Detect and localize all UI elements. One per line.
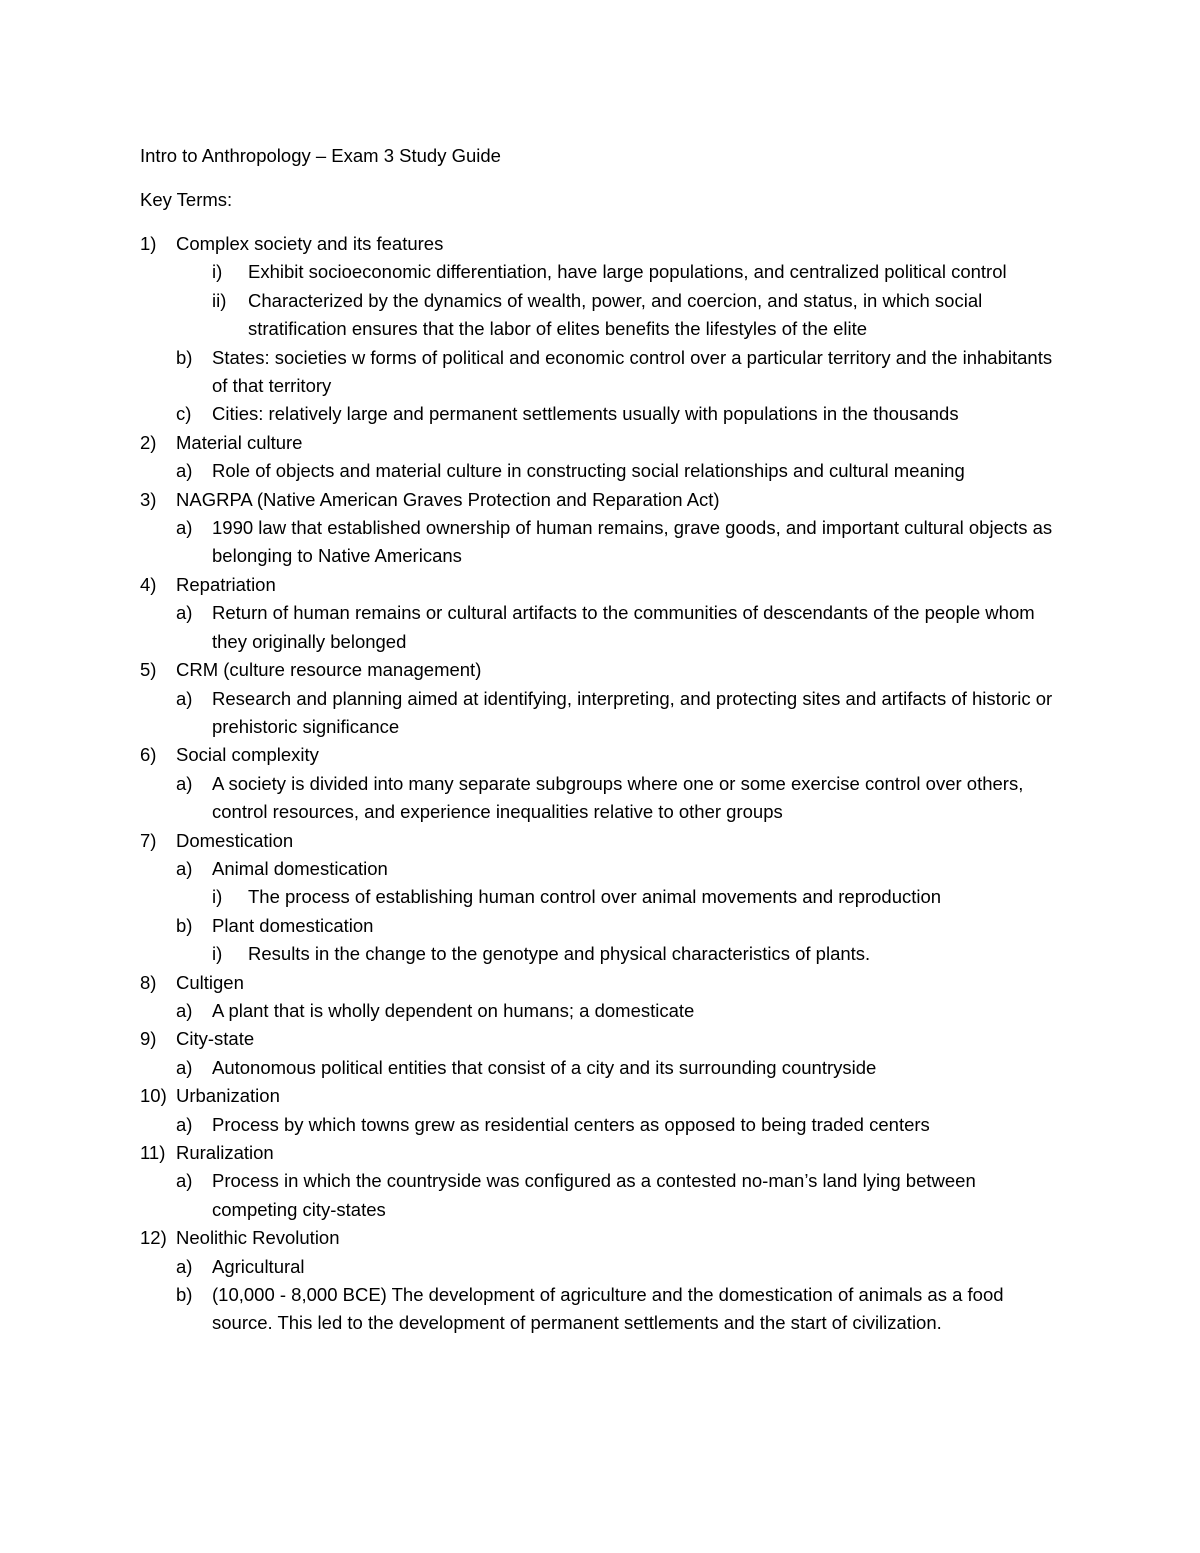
outline-text: CRM (culture resource management) xyxy=(176,659,482,681)
outline-item xyxy=(140,1082,1060,1110)
outline-text: Domestication xyxy=(176,829,294,851)
outline-marker: 8) xyxy=(140,971,157,993)
outline-item xyxy=(140,685,1060,742)
outline-text: The process of establishing human control over animal movements and reproduction xyxy=(248,886,942,908)
outline-text: Plant domestication xyxy=(212,914,374,936)
outline-item xyxy=(140,855,1060,883)
outline-text: NAGRPA (Native American Graves Protection and Reparation Act) xyxy=(176,488,720,510)
outline-list xyxy=(140,230,1060,1338)
outline-text: Agricultural xyxy=(212,1255,305,1277)
outline-text: Process in which the countryside was configured as a contested no-man’s land lying between competing city-states xyxy=(212,1170,976,1220)
outline-item xyxy=(140,599,1060,656)
outline-marker: a) xyxy=(176,1056,193,1078)
outline-item xyxy=(140,940,1060,968)
outline-text: Characterized by the dynamics of wealth, power, and coercion, and status, in which social stratification ensures that the labor of elites benefits the lifestyles of the elite xyxy=(248,289,983,340)
outline-marker: a) xyxy=(176,1113,193,1135)
outline-item xyxy=(140,258,1060,286)
document-title: Intro to Anthropology – Exam 3 Study Guide xyxy=(140,145,501,166)
outline-item xyxy=(140,1281,1060,1338)
outline-marker: a) xyxy=(176,460,193,482)
outline-text: Social complexity xyxy=(176,744,319,766)
outline-text: Return of human remains or cultural artifacts to the communities of descendants of the people whom they originally belonged xyxy=(212,602,1035,652)
outline-marker: 2) xyxy=(140,431,157,453)
outline-marker: a) xyxy=(176,999,193,1021)
outline-marker: a) xyxy=(176,857,193,879)
outline-item xyxy=(140,656,1060,684)
outline-marker: 3) xyxy=(140,488,157,510)
outline-text: Research and planning aimed at identifying, interpreting, and protecting sites and artifacts of historic or prehistoric significance xyxy=(212,687,1053,737)
outline-marker: 1) xyxy=(140,233,157,254)
outline-item xyxy=(140,883,1060,911)
outline-marker: a) xyxy=(176,1170,193,1192)
outline-item xyxy=(140,287,1060,344)
outline-item xyxy=(140,344,1060,401)
outline-text: Autonomous political entities that consist of a city and its surrounding countryside xyxy=(212,1056,877,1078)
outline-text: Exhibit socioeconomic differentiation, have large populations, and centralized political control xyxy=(248,261,1007,283)
outline-marker: 12) xyxy=(140,1227,167,1249)
outline-item xyxy=(140,1025,1060,1053)
outline-item xyxy=(140,514,1060,571)
outline-text: Animal domestication xyxy=(212,857,388,879)
outline-marker: 7) xyxy=(140,829,157,851)
outline-marker: 5) xyxy=(140,659,157,681)
outline-text: Process by which towns grew as residential centers as opposed to being traded centers xyxy=(212,1113,930,1135)
outline-marker: 6) xyxy=(140,744,157,766)
outline-item xyxy=(140,1167,1060,1224)
section-label: Key Terms: xyxy=(140,189,233,210)
outline-item xyxy=(140,912,1060,940)
outline-marker: ii) xyxy=(212,289,227,311)
outline-item xyxy=(140,1139,1060,1167)
outline-item xyxy=(140,1224,1060,1252)
outline-marker: 4) xyxy=(140,573,157,595)
outline-text: Results in the change to the genotype and physical characteristics of plants. xyxy=(248,943,871,965)
outline-item xyxy=(140,827,1060,855)
outline-text: Cultigen xyxy=(176,971,244,993)
outline-item xyxy=(140,1253,1060,1281)
outline-marker: a) xyxy=(176,687,193,709)
outline-text: Cities: relatively large and permanent settlements usually with populations in the thousands xyxy=(212,403,959,425)
outline-item xyxy=(140,969,1060,997)
outline-text: A plant that is wholly dependent on humans; a domesticate xyxy=(212,999,695,1021)
outline-marker: 9) xyxy=(140,1028,157,1050)
outline-marker: c) xyxy=(176,403,192,425)
outline-marker: a) xyxy=(176,517,193,539)
outline-marker: a) xyxy=(176,602,193,624)
outline-text: Urbanization xyxy=(176,1085,280,1107)
outline-marker: a) xyxy=(176,1255,193,1277)
outline-text: Material culture xyxy=(176,431,303,453)
outline-text: Repatriation xyxy=(176,573,276,595)
outline-marker: i) xyxy=(212,261,223,283)
outline-item xyxy=(140,230,1060,258)
outline-item xyxy=(140,770,1060,827)
outline-item xyxy=(140,400,1060,428)
outline-item xyxy=(140,429,1060,457)
outline-item xyxy=(140,1111,1060,1139)
outline-marker: i) xyxy=(212,886,223,908)
outline-marker: b) xyxy=(176,914,193,936)
outline-item xyxy=(140,741,1060,769)
outline-marker: 10) xyxy=(140,1085,167,1107)
outline-item xyxy=(140,457,1060,485)
outline-item xyxy=(140,997,1060,1025)
outline-item xyxy=(140,486,1060,514)
outline-marker: i) xyxy=(212,943,223,965)
outline-item xyxy=(140,571,1060,599)
outline-marker: a) xyxy=(176,772,193,794)
outline-text: Neolithic Revolution xyxy=(176,1227,340,1249)
outline-text: States: societies w forms of political and economic control over a particular territory and the inhabitants of that territory xyxy=(212,346,1053,397)
outline-marker: 11) xyxy=(140,1142,166,1163)
outline-text: Complex society and its features xyxy=(176,233,444,254)
outline-text: (10,000 - 8,000 BCE) The development of agriculture and the domestication of animals as a food source. This led to the development of permanent settlements and the start of civilization. xyxy=(212,1284,1004,1334)
outline-item xyxy=(140,1054,1060,1082)
outline-text: A society is divided into many separate subgroups where one or some exercise control over others, control resources, and experience inequalities relative to other groups xyxy=(212,772,1024,823)
outline-marker: b) xyxy=(176,346,193,368)
outline-marker: b) xyxy=(176,1284,193,1306)
outline-text: Ruralization xyxy=(176,1142,274,1163)
outline-text: Role of objects and material culture in constructing social relationships and cultural meaning xyxy=(212,460,965,482)
outline-text: City-state xyxy=(176,1028,255,1050)
outline-text: 1990 law that established ownership of human remains, grave goods, and important cultural objects as belonging to Native Americans xyxy=(212,517,1053,567)
